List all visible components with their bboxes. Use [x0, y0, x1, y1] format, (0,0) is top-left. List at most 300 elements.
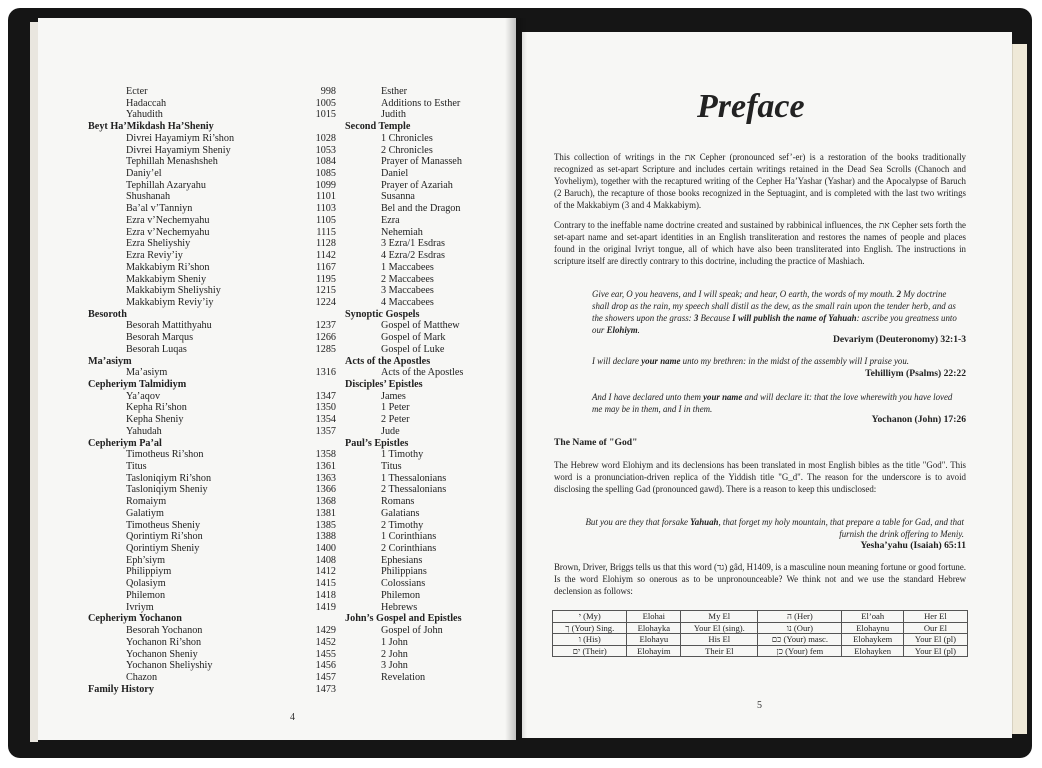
toc-entry: [345, 145, 475, 157]
toc-entry-title: Nehemiah: [381, 226, 423, 238]
toc-entry-title: Titus: [381, 461, 402, 472]
toc-entry-title: Hebrews: [381, 601, 418, 613]
toc-entry: [88, 484, 336, 496]
toc-entry-title: Cepheriym Talmidiym: [88, 378, 187, 390]
toc-entry: [345, 215, 475, 227]
toc-entry-page: 1128: [316, 238, 336, 250]
toc-entry-title: Besorah Yochanon: [126, 625, 203, 637]
table-row: [553, 622, 968, 634]
toc-entry: [88, 555, 336, 567]
toc-entry: [88, 449, 336, 461]
toc-entry: [88, 332, 336, 344]
toc-entry-title: Philippiym: [126, 566, 172, 578]
quote-text: But you are they that forsake: [585, 517, 691, 527]
table-cell: My El: [681, 611, 758, 623]
toc-entry-page: 1084: [315, 156, 336, 168]
toc-entry-title: Besorah Luqas: [126, 343, 187, 355]
table-cell: Elohai: [627, 611, 681, 623]
table-row: [553, 611, 968, 623]
toc-entry-title: Makkabiym Ri’shon: [126, 261, 210, 273]
toc-entry-page: 1388: [315, 531, 336, 543]
toc-entry: [88, 402, 336, 414]
toc-entry: [345, 332, 475, 344]
toc-entry: [88, 531, 336, 543]
table-cell: י (My): [553, 611, 627, 623]
citation-deuteronomy: Devariym (Deuteronomy) 32:1-3: [832, 334, 966, 345]
toc-entry-page: 998: [320, 86, 336, 97]
toc-entry: [88, 215, 336, 227]
quote-text: I will declare: [592, 356, 642, 366]
toc-entry-title: Gospel of Luke: [381, 343, 445, 355]
quote-deuteronomy: [592, 289, 964, 337]
toc-entry: [88, 227, 336, 239]
table-cell: ו (His): [553, 634, 627, 646]
toc-entry-page: 1354: [315, 414, 336, 426]
toc-entry-title: Prayer of Manasseh: [381, 156, 462, 168]
toc-entry-page: 1224: [315, 296, 336, 308]
quote-text: .: [637, 324, 640, 335]
quote-isaiah: [582, 517, 964, 541]
toc-entry: [345, 508, 475, 520]
citation-john: Yochanon (John) 17:26: [871, 414, 966, 425]
toc-entry-title: Titus: [126, 461, 147, 472]
toc-entry-title: 2 Thessalonians: [381, 484, 447, 496]
toc-entry-page: 1363: [315, 472, 336, 484]
toc-entry: [345, 156, 475, 168]
toc-entry-title: Qolasiym: [126, 578, 166, 590]
toc-entry-title: John’s Gospel and Epistles: [345, 613, 462, 625]
toc-entry: [88, 367, 336, 379]
toc-entry-title: Philemon: [126, 589, 166, 601]
table-cell: נו (Our): [758, 622, 842, 634]
toc-entry-page: 1215: [315, 285, 336, 297]
toc-entry-page: 1266: [315, 332, 336, 344]
toc-entry: [345, 320, 475, 332]
toc-entry: [345, 297, 475, 309]
toc-entry-title: Makkabiym Reviy’iy: [126, 296, 214, 308]
toc-entry: [88, 566, 336, 578]
toc-entry: [88, 590, 336, 602]
toc-entry-title: Bel and the Dragon: [381, 203, 461, 215]
toc-entry-title: Gospel of John: [381, 625, 443, 637]
toc-entry: [345, 109, 475, 121]
toc-entry-title: Ya’aqov: [126, 390, 161, 402]
toc-entry-title: Tasloniqiym Sheniy: [126, 484, 208, 496]
quote-john: [592, 392, 964, 416]
toc-entry: [88, 156, 336, 168]
quote-psalms: [592, 356, 964, 368]
toc-entry: [88, 672, 336, 684]
toc-entry-title: Ba’al v’Tanniyn: [126, 203, 193, 215]
toc-entry-title: Additions to Esther: [381, 97, 461, 109]
toc-section-heading: [88, 379, 336, 391]
toc-entry-page: 1452: [315, 636, 336, 648]
toc-entry-page: 1237: [315, 320, 336, 332]
toc-entry-title: Yochanon Sheliyshiy: [126, 660, 213, 672]
table-cell: Elohayken: [842, 645, 903, 657]
quote-emphasis: your name: [641, 356, 681, 366]
toc-entry: [88, 637, 336, 649]
toc-entry-title: Acts of the Apostles: [381, 367, 464, 379]
page-number: 4: [290, 712, 295, 723]
toc-entry-title: Divrei Hayamiym Ri’shon: [126, 132, 235, 144]
toc-entry-title: 3 Maccabees: [381, 285, 434, 297]
table-row: [553, 645, 968, 657]
toc-entry: [88, 520, 336, 532]
toc-entry-title: Ezra: [381, 214, 400, 226]
toc-entry: [345, 649, 475, 661]
toc-entry-title: Ezra Reviy’iy: [126, 250, 183, 262]
table-cell: ים (Their): [553, 645, 627, 657]
toc-entry-title: Qorintiym Sheniy: [126, 543, 200, 555]
toc-entry: [88, 625, 336, 637]
toc-entry-title: Acts of the Apostles: [345, 355, 431, 367]
toc-entry-title: Ezra v’Nechemyahu: [126, 226, 210, 238]
toc-entry: [345, 590, 475, 602]
toc-entry: [345, 449, 475, 461]
toc-entry: [345, 402, 475, 414]
toc-entry: [88, 250, 336, 262]
toc-entry-title: Tasloniqiym Ri’shon: [126, 472, 212, 484]
toc-entry-title: 2 John: [381, 648, 408, 660]
toc-entry-title: James: [381, 390, 406, 402]
toc-entry-title: Chazon: [126, 671, 158, 683]
toc-entry: [88, 285, 336, 297]
paragraph-god-title: The Hebrew word Elohiym and its declensions has been translated in most English bibles as the title "God". This word is a pronunciation-driven replica of the Yiddish title "G_d". The reason for the underscore is to avoid disclosing the spelling Gad (pronounced gawd). There is a reason to keep this undisclosed:: [554, 460, 966, 494]
toc-entry-title: 1 Timothy: [381, 449, 424, 461]
table-cell: כם (Your) masc.: [758, 634, 842, 646]
book-gutter-shadow: [505, 18, 527, 740]
toc-entry-title: Gospel of Mark: [381, 332, 446, 344]
toc-entry-page: 1142: [316, 250, 336, 262]
toc-entry-page: 1412: [315, 566, 336, 578]
toc-entry: [345, 473, 475, 485]
toc-entry-page: 1455: [315, 648, 336, 660]
toc-section-heading: [88, 309, 336, 321]
toc-entry-title: 1 Peter: [381, 402, 410, 414]
quote-text: : ascribe you greatness unto our: [592, 312, 957, 335]
toc-entry-title: Esther: [381, 86, 408, 97]
toc-entry-title: Beyt Ha’Mikdash Ha’Sheniy: [88, 121, 214, 133]
toc-entry-title: Makkabiym Sheliyshiy: [126, 285, 221, 297]
toc-entry-title: Revelation: [381, 671, 426, 683]
toc-entry-title: Timotheus Sheniy: [126, 519, 201, 531]
toc-entry-title: 2 Timothy: [381, 519, 424, 531]
toc-entry-title: Qorintiym Ri’shon: [126, 531, 203, 543]
toc-entry-title: Timotheus Ri’shon: [126, 449, 204, 461]
toc-entry-page: 1366: [315, 484, 336, 496]
toc-section-heading: [88, 438, 336, 450]
quote-text: and will declare it: that the love wherewith you have loved me may be in them, and I in them.: [592, 392, 953, 414]
table-cell: ה (Her): [758, 611, 842, 623]
toc-entry-title: Jude: [381, 425, 400, 437]
toc-entry-page: 1316: [315, 367, 336, 379]
toc-entry-title: Yahudah: [126, 425, 162, 437]
toc-entry-title: Philippians: [381, 566, 427, 578]
table-row: [553, 634, 968, 646]
citation-isaiah: Yesha’yahu (Isaiah) 65:11: [860, 540, 966, 551]
right-page-edges: [1012, 44, 1027, 734]
toc-entry-page: 1358: [315, 449, 336, 461]
toc-entry-title: Paul’s Epistles: [345, 437, 409, 449]
toc-entry: [88, 297, 336, 309]
toc-section-heading: [88, 356, 336, 368]
toc-entry-title: Besorah Mattithyahu: [126, 320, 212, 332]
toc-entry: [345, 227, 475, 239]
toc-entry: [88, 109, 336, 121]
toc-entry-title: Daniy’el: [126, 168, 162, 180]
toc-entry-page: 1053: [315, 144, 336, 156]
toc-entry-title: Romans: [381, 496, 415, 508]
toc-entry-page: 1357: [315, 425, 336, 437]
toc-section-heading: [345, 613, 475, 625]
toc-entry-title: Second Temple: [345, 121, 411, 133]
toc-entry-title: Ma’asiym: [88, 355, 132, 367]
table-cell: Elohayu: [627, 634, 681, 646]
toc-entry-page: 1195: [316, 273, 336, 285]
right-page: [522, 32, 1012, 738]
table-cell: Their El: [681, 645, 758, 657]
toc-entry: [345, 602, 475, 614]
toc-entry-title: Ivriym: [126, 601, 154, 613]
toc-entry-title: Ma’asiym: [126, 367, 168, 379]
toc-entry-title: 2 Chronicles: [381, 144, 433, 156]
toc-entry-page: 1115: [316, 226, 336, 238]
toc-entry-page: 1457: [315, 671, 336, 683]
toc-entry-page: 1415: [315, 578, 336, 590]
quote-text: unto my brethren: in the midst of the assembly will I praise you.: [680, 356, 910, 366]
toc-entry: [88, 602, 336, 614]
toc-entry-title: Judith: [381, 109, 406, 121]
toc-entry: [345, 578, 475, 590]
toc-entry-title: Yahudith: [126, 109, 163, 121]
toc-entry: [345, 520, 475, 532]
toc-entry: [88, 98, 336, 110]
toc-entry-title: Ezra Sheliyshiy: [126, 238, 191, 250]
table-cell: כן (Your) fem: [758, 645, 842, 657]
toc-entry: [88, 238, 336, 250]
toc-entry-page: 1028: [315, 132, 336, 144]
toc-section-heading: [88, 121, 336, 133]
toc-entry-page: 1167: [316, 261, 336, 273]
toc-entry: [88, 473, 336, 485]
toc-entry-title: Cepheriym Yochanon: [88, 613, 182, 625]
toc-section-heading: [345, 121, 475, 133]
toc-entry-title: Ezra v’Nechemyahu: [126, 214, 210, 226]
toc-entry-title: Family History: [88, 683, 154, 695]
toc-entry-title: 4 Ezra/2 Esdras: [381, 250, 445, 262]
left-page: [38, 18, 516, 740]
toc-entry-title: 3 Ezra/1 Esdras: [381, 238, 445, 250]
toc-entry-title: Eph’siym: [126, 554, 166, 566]
toc-entry: [88, 414, 336, 426]
toc-entry: [88, 508, 336, 520]
toc-entry-page: 1101: [316, 191, 336, 203]
quote-text: And I have declared unto them: [592, 392, 704, 402]
toc-entry-title: Kepha Ri’shon: [126, 402, 187, 414]
toc-entry: [345, 461, 475, 473]
toc-entry-page: 1361: [315, 461, 336, 472]
toc-entry: [345, 98, 475, 110]
toc-entry: [345, 543, 475, 555]
quote-emphasis: Yahuah: [690, 517, 719, 527]
quote-text: My doctrine shall drop as the rain, my speech shall distil as the dew, as the small rain upon the tender herb, and as the showers upon the grass:: [592, 289, 956, 323]
toc-entry: [88, 649, 336, 661]
toc-entry: [88, 262, 336, 274]
toc-entry-title: 2 Corinthians: [381, 543, 437, 555]
toc-entry: [345, 238, 475, 250]
toc-entry-title: Cepheriym Pa’al: [88, 437, 162, 449]
toc-entry-page: 1408: [315, 554, 336, 566]
paragraph-name-doctrine: Contrary to the ineffable name doctrine created and sustained by rabbinical influences, the את Cepher sets forth the set-apart name and set-apart identities in an English transliteration and restores the names of people and places found in the original Ivriyt tongue, all of which have also been transliterated into English. The instructions in scripture itself are directly contrary to this doctrine, including the practice of Mashiach.: [554, 220, 966, 266]
toc-section-heading: [345, 356, 475, 368]
quote-text: Because: [698, 312, 733, 323]
toc-entry-title: Yochanon Ri’shon: [126, 636, 202, 648]
toc-entry-title: Romaiym: [126, 496, 167, 508]
toc-entry-title: Hadaccah: [126, 97, 167, 109]
page-title: Preface: [697, 88, 805, 125]
toc-section-heading: [345, 438, 475, 450]
toc-entry-title: 1 John: [381, 636, 408, 648]
table-cell: Your El (sing).: [681, 622, 758, 634]
toc-entry: [345, 262, 475, 274]
toc-entry-title: 2 Maccabees: [381, 273, 434, 285]
table-cell: Our El: [903, 622, 967, 634]
toc-entry: [345, 637, 475, 649]
toc-entry-title: Gospel of Matthew: [381, 320, 460, 332]
table-cell: Elohaynu: [842, 622, 903, 634]
toc-section-heading: [345, 309, 475, 321]
toc-entry-page: 1015: [315, 109, 336, 121]
toc-section-heading: [345, 379, 475, 391]
verse-number: 2: [896, 289, 902, 299]
toc-entry-page: 1085: [315, 168, 336, 180]
toc-entry-title: Synoptic Gospels: [345, 308, 420, 320]
toc-section-heading: [88, 684, 336, 696]
toc-entry-page: 1285: [315, 343, 336, 355]
toc-entry: [345, 496, 475, 508]
toc-entry: [88, 168, 336, 180]
toc-entry: [345, 555, 475, 567]
toc-entry: [88, 543, 336, 555]
toc-entry: [345, 344, 475, 356]
toc-entry-title: 2 Peter: [381, 414, 410, 426]
toc-entry-title: 3 John: [381, 660, 408, 672]
table-cell: Your El (pl): [903, 634, 967, 646]
quote-emphasis: Elohiym: [606, 324, 638, 335]
toc-column-2: [345, 86, 475, 684]
toc-entry: [345, 367, 475, 379]
toc-entry-title: Makkabiym Sheniy: [126, 273, 207, 285]
toc-entry-page: 1368: [315, 496, 336, 508]
toc-entry-title: Galatiym: [126, 507, 164, 519]
table-cell: Her El: [903, 611, 967, 623]
toc-entry-page: 1381: [315, 507, 336, 519]
toc-section-heading: [88, 613, 336, 625]
toc-entry: [88, 344, 336, 356]
declension-table: [552, 610, 968, 657]
toc-entry: [88, 180, 336, 192]
toc-entry-title: Daniel: [381, 168, 409, 180]
toc-entry-title: 1 Corinthians: [381, 531, 437, 543]
toc-entry-title: Colossians: [381, 578, 426, 590]
toc-entry: [88, 461, 336, 473]
table-cell: Elohayka: [627, 622, 681, 634]
toc-entry-page: 1473: [315, 683, 336, 695]
toc-entry-title: Disciples’ Epistles: [345, 378, 423, 390]
toc-entry: [345, 566, 475, 578]
toc-entry: [345, 191, 475, 203]
toc-entry-title: Susanna: [381, 191, 415, 203]
toc-entry: [345, 391, 475, 403]
toc-entry-title: Ephesians: [381, 554, 423, 566]
toc-entry: [345, 168, 475, 180]
toc-entry-title: Prayer of Azariah: [381, 179, 453, 191]
toc-entry: [88, 191, 336, 203]
toc-entry: [88, 86, 336, 98]
toc-entry-title: Besorah Marqus: [126, 332, 194, 344]
toc-entry-page: 1099: [315, 179, 336, 191]
toc-entry: [88, 660, 336, 672]
toc-entry: [88, 496, 336, 508]
section-heading: The Name of "God": [554, 437, 638, 448]
toc-entry-title: Shushanah: [126, 191, 171, 203]
toc-entry-title: Tephillah Azaryahu: [126, 179, 206, 191]
toc-entry: [345, 484, 475, 496]
toc-entry-title: Philemon: [381, 589, 421, 601]
toc-column-1: [88, 86, 336, 695]
toc-entry: [345, 250, 475, 262]
quote-emphasis: I will publish the name of Yahuah: [732, 312, 857, 323]
quote-text: , that forget my holy mountain, that prepare a table for Gad, and that furnish the drink offering to Meniy.: [718, 517, 964, 539]
toc-entry-title: Divrei Hayamiym Sheniy: [126, 144, 231, 156]
toc-entry-title: 1 Thessalonians: [381, 472, 447, 484]
toc-entry: [88, 145, 336, 157]
table-cell: ך (Your) Sing.: [553, 622, 627, 634]
toc-entry-title: Ecter: [126, 86, 148, 97]
toc-entry-title: Yochanon Sheniy: [126, 648, 198, 660]
citation-psalms: Tehilliym (Psalms) 22:22: [865, 368, 966, 379]
toc-entry-title: Tephillah Menashsheh: [126, 156, 218, 168]
toc-entry: [345, 625, 475, 637]
quote-emphasis: your name: [703, 392, 743, 402]
toc-entry: [88, 133, 336, 145]
toc-entry-page: 1456: [315, 660, 336, 672]
verse-number: 3: [693, 312, 699, 323]
toc-entry: [345, 203, 475, 215]
toc-entry: [345, 672, 475, 684]
toc-entry: [88, 203, 336, 215]
table-cell: His El: [681, 634, 758, 646]
table-cell: Your El (pl): [903, 645, 967, 657]
toc-entry: [345, 414, 475, 426]
toc-entry-title: Kepha Sheniy: [126, 414, 184, 426]
toc-entry: [345, 133, 475, 145]
toc-entry: [345, 660, 475, 672]
toc-entry-page: 1350: [315, 402, 336, 414]
toc-entry: [88, 391, 336, 403]
toc-entry-page: 1418: [315, 589, 336, 601]
toc-entry: [345, 285, 475, 297]
toc-entry: [88, 578, 336, 590]
toc-entry-title: 1 Maccabees: [381, 261, 434, 273]
toc-entry-title: 1 Chronicles: [381, 132, 433, 144]
toc-entry: [345, 86, 475, 98]
toc-entry-page: 1385: [315, 519, 336, 531]
toc-entry: [88, 320, 336, 332]
quote-text: Give ear, O you heavens, and I will speak; and hear, O earth, the words of my mouth.: [592, 289, 897, 299]
toc-entry: [345, 531, 475, 543]
